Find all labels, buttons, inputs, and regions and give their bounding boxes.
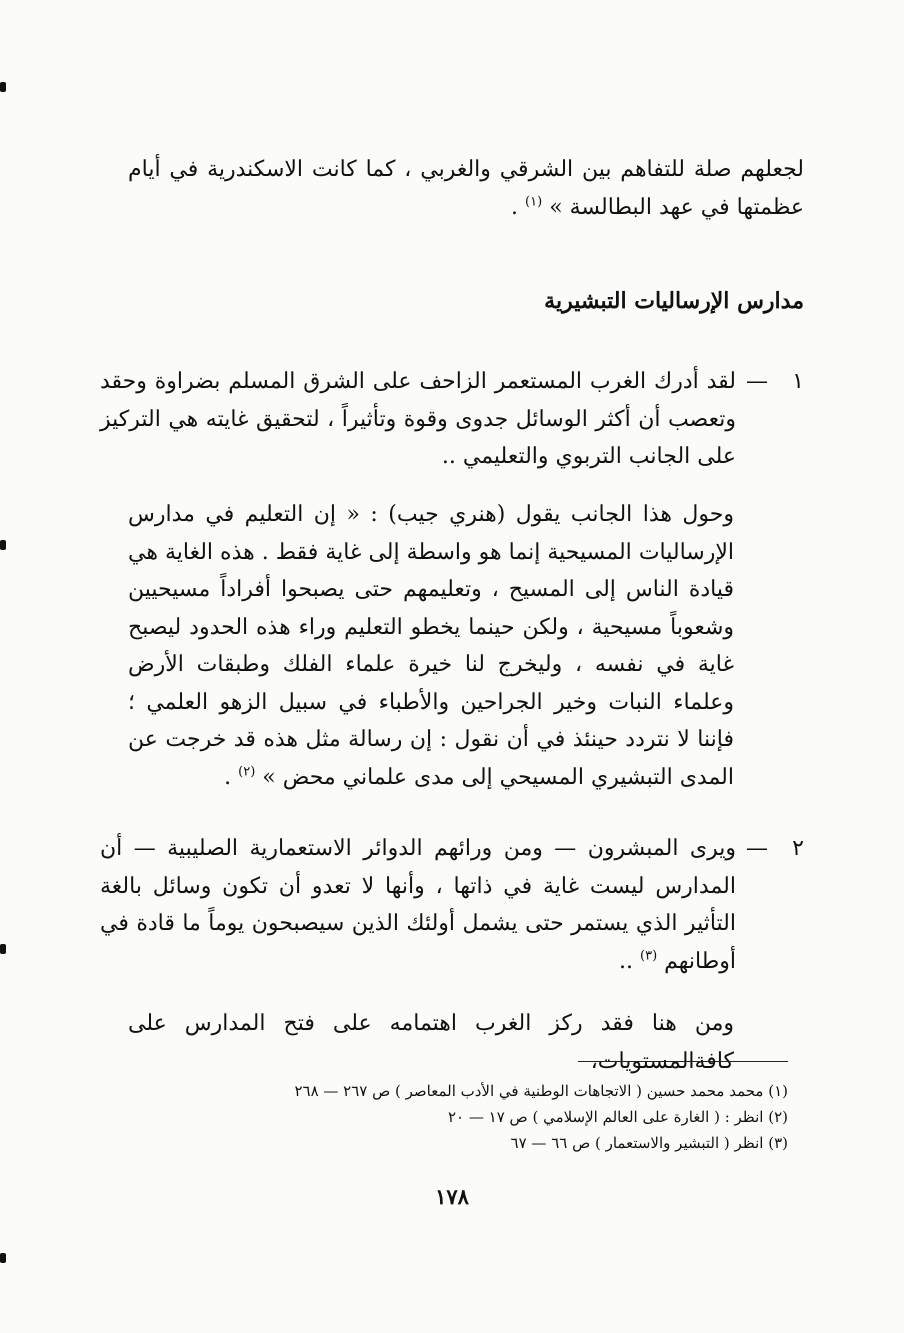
quote-end: . xyxy=(224,764,239,790)
intro-end: . xyxy=(511,194,526,220)
closing-paragraph: ومن هنا فقد ركز الغرب اهتمامه على فتح المدارس على كافةالمستويات، xyxy=(128,1011,734,1074)
numbered-item-2 xyxy=(100,830,804,980)
footnotes-list xyxy=(228,1078,788,1156)
item-number: ١ xyxy=(792,369,804,394)
footnote-2: (٢) انظر : ( الغارة على العالم الإسلامي ) ص ١٧ — ٢٠ xyxy=(447,1108,788,1126)
quote-paragraph xyxy=(128,496,734,796)
item-text-body: ويرى المبشرون — ومن ورائهم الدوائر الاستعمارية الصليبية — أن المدارس ليست غاية في ذاتها ، وأنها لا تعدو أن تكون وسائل بالغة التأثير الذي يستمر حتى يشمل أولئك الذين سيصبحون يوماً ما قادة في أوطانهم xyxy=(100,836,736,974)
footnote-3: (٣) انظر ( التبشير والاستعمار ) ص ٦٦ — ٦٧ xyxy=(510,1134,788,1152)
intro-paragraph xyxy=(128,151,804,226)
footnote-ref-2[interactable]: (٢) xyxy=(238,764,256,780)
page-number: ١٧٨ xyxy=(435,1184,469,1209)
item-text xyxy=(100,830,736,980)
section-heading: مدارس الإرساليات التبشيرية xyxy=(544,288,804,314)
item-text: لقد أدرك الغرب المستعمر الزاحف على الشرق المسلم بضراوة وحقد وتعصب أن أكثر الوسائل جدوى وقوة وتأثيراً ، لتحقيق غايته هي التركيز على الجانب التربوي والتعليمي .. xyxy=(100,369,736,469)
scan-edge-mark xyxy=(0,540,6,550)
footnote-ref-3[interactable]: (٣) xyxy=(640,948,658,964)
item-dash: — xyxy=(746,836,768,861)
item-dash: — xyxy=(746,369,768,394)
item-number: ٢ xyxy=(792,836,804,861)
numbered-item-1 xyxy=(100,363,804,476)
scan-edge-mark xyxy=(0,82,6,92)
footnote-1: (١) محمد محمد حسين ( الاتجاهات الوطنية في الأدب المعاصر ) ص ٢٦٧ — ٢٦٨ xyxy=(294,1082,788,1100)
footnote-ref-1[interactable]: (١) xyxy=(525,194,543,210)
item-text-end: .. xyxy=(619,948,640,974)
scan-edge-mark xyxy=(0,944,6,954)
intro-text: لجعلهم صلة للتفاهم بين الشرقي والغربي ، كما كانت الاسكندرية في أيام عظمتها في عهد البطالسة » xyxy=(128,157,804,220)
scan-edge-mark xyxy=(0,1253,6,1263)
quote-text: وحول هذا الجانب يقول (هنري جيب) : « إن التعليم في مدارس الإرساليات المسيحية إنما هو واسطة إلى غاية فقط . هذه الغاية هي قيادة الناس إلى المسيح ، وتعليمهم حتى يصبحوا أفراداً مسيحيين وشعوباً مسيحية ، ولكن حينما يخطو التعليم وراء هذه الحدود ليصبح غاية في نفسه ، وليخرج لنا خيرة علماء الفلك وطبقات الأرض وعلماء النبات وخير الجراحين والأطباء في سبيل الزهو العلمي ؛ فإننا لا نتردد حينئذ في أن نقول : إن رسالة مثل هذه قد خرجت عن المدى التبشيري المسيحي إلى مدى علماني محض » xyxy=(128,502,734,790)
footnote-divider xyxy=(578,1061,788,1062)
